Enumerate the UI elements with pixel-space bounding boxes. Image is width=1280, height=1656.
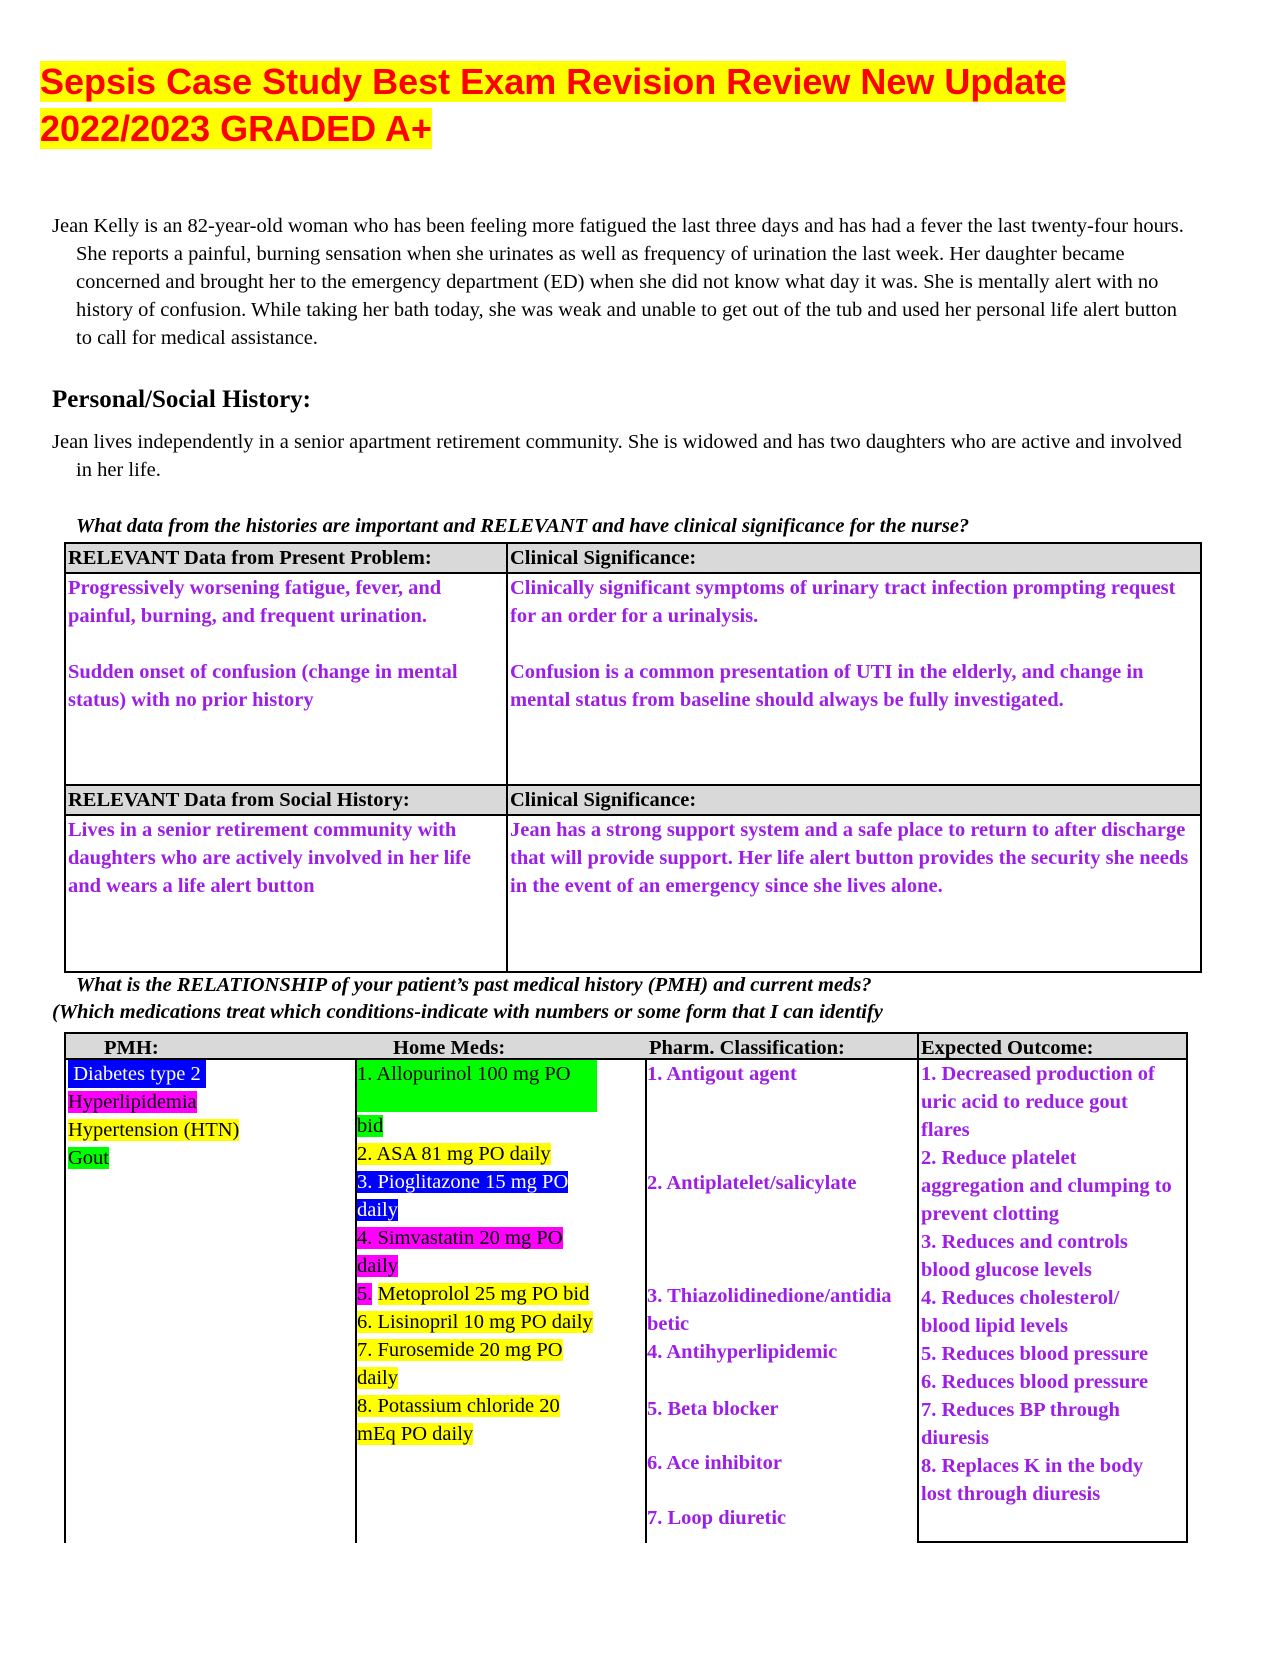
outcome-item: 8. Replaces K in the body lost through diuresis: [921, 1455, 1144, 1505]
pharm-item: 2. Antiplatelet/salicylate: [647, 1172, 857, 1194]
outcome-item: 7. Reduces BP through diuresis: [921, 1399, 1120, 1449]
med-item-text: 1. Allopurinol 100 mg PO: [357, 1063, 571, 1085]
outcome-item: 6. Reduces blood pressure: [921, 1371, 1149, 1393]
pharm-item: 4. Antihyperlipidemic: [647, 1341, 838, 1363]
pmh-item: Diabetes type 2: [68, 1060, 206, 1088]
relevant-data-table: [64, 542, 1202, 973]
intro-paragraph: Jean Kelly is an 82-year-old woman who has been feeling more fatigued the last three days and has had a fever the last twenty-four hours. She reports a painful, burning sensation when she urinates as well as frequency of urination the last week. Her daughter became concerned and brought her to the emergency department (ED) when she did not know what day it was. She is mentally alert with no history of confusion. While taking her bath today, she was weak and unable to get out of the tub and used her personal life alert button to call for medical assistance.: [52, 215, 1184, 349]
meds-header: Home Meds:: [355, 1032, 645, 1060]
med-item: Metoprolol 25 mg PO bid: [377, 1283, 590, 1305]
present-data-item: Sudden onset of confusion (change in mental status) with no prior history: [68, 661, 458, 711]
med-item: 2. ASA 81 mg PO daily: [357, 1143, 551, 1165]
social-history-heading: Personal/Social History:: [52, 386, 311, 413]
significance-item: Clinically significant symptoms of urinary tract infection prompting request for an order for a urinalysis.: [510, 577, 1176, 627]
pmh-list: [66, 1060, 355, 1172]
present-header: RELEVANT Data from Present Problem:: [66, 544, 508, 572]
social-history-paragraph: Jean lives independently in a senior apartment retirement community. She is widowed and has two daughters who are active and involved in her life.: [52, 431, 1182, 481]
question-relationship-note: (Which medications treat which conditions-indicate with numbers or some form that I can identify: [52, 1001, 883, 1023]
present-data-item: Progressively worsening fatigue, fever, and painful, burning, and frequent urination.: [68, 577, 442, 627]
pmh-meds-table: [64, 1032, 1188, 1543]
pmh-header: PMH:: [66, 1032, 355, 1060]
title-line-2: 2022/2023 GRADED A+: [40, 108, 432, 149]
meds-list: [355, 1060, 645, 1448]
present-data-cell: [66, 574, 508, 784]
outcome-item: 2. Reduce platelet aggregation and clumping to prevent clotting: [921, 1147, 1172, 1225]
med-item: 8. Potassium chloride 20 mEq PO daily: [357, 1395, 560, 1445]
title-line-1: Sepsis Case Study Best Exam Revision Review New Update: [40, 61, 1067, 102]
pmh-item: Hypertension (HTN): [68, 1119, 240, 1141]
outcome-item: 4. Reduces cholesterol/ blood lipid levels: [921, 1287, 1120, 1337]
pharm-item: 7. Loop diuretic: [647, 1507, 787, 1529]
social-significance-header: Clinical Significance:: [510, 789, 697, 811]
pharm-item: 5. Beta blocker: [647, 1398, 779, 1420]
social-header-row: [66, 784, 1200, 816]
document-title: [40, 58, 1220, 152]
significance-item: Confusion is a common presentation of UTI in the elderly, and change in mental status from baseline should always be fully investigated.: [510, 661, 1144, 711]
social-significance-cell: Jean has a strong support system and a safe place to return to after discharge that will provide support. Her life alert button provides the security she needs in the event of an emergency since she lives alone.: [510, 819, 1189, 897]
med-item: 3. Pioglitazone 15 mg PO daily: [357, 1171, 569, 1221]
significance-header: Clinical Significance:: [510, 547, 697, 569]
outcome-item: 3. Reduces and controls blood glucose levels: [921, 1231, 1128, 1281]
outcome-item: 5. Reduces blood pressure: [921, 1343, 1149, 1365]
present-body-row: [66, 574, 1200, 784]
meds-column: [355, 1032, 647, 1543]
pharm-item: 3. Thiazolidinedione/antidiabetic: [647, 1285, 892, 1335]
med-item: 7. Furosemide 20 mg PO daily: [357, 1339, 563, 1389]
social-data-cell: Lives in a senior retirement community with daughters who are actively involved in her life and wears a life alert button: [66, 816, 508, 971]
pharm-item: 6. Ace inhibitor: [647, 1452, 782, 1474]
med-item: [357, 1060, 597, 1112]
med-item-number: 5.: [357, 1283, 373, 1305]
pharm-header: Pharm. Classification:: [645, 1032, 919, 1060]
question-relationship: What is the RELATIONSHIP of your patient’s past medical history (PMH) and current meds?: [76, 974, 872, 996]
question-relevant-data: What data from the histories are important and RELEVANT and have clinical significance for the nurse?: [76, 515, 970, 537]
med-item: 4. Simvastatin 20 mg PO daily: [357, 1227, 563, 1277]
social-body-row: [66, 816, 1200, 971]
social-header: RELEVANT Data from Social History:: [66, 786, 508, 814]
outcome-list: [919, 1060, 1175, 1508]
pmh-item: Hyperlipidemia: [68, 1091, 197, 1113]
present-significance-cell: [508, 574, 1200, 784]
present-header-row: [66, 544, 1200, 574]
pharm-column: [645, 1032, 919, 1543]
med-item: 6. Lisinopril 10 mg PO daily: [357, 1311, 593, 1333]
outcome-header: Expected Outcome:: [919, 1032, 1186, 1060]
pharm-item: 1. Antigout agent: [647, 1063, 797, 1085]
outcome-column: [917, 1032, 1188, 1543]
outcome-item: 1. Decreased production of uric acid to reduce gout flares: [921, 1063, 1155, 1141]
pmh-item: Gout: [68, 1147, 109, 1169]
pmh-column: [64, 1032, 357, 1543]
med-item-continued: bid: [357, 1115, 384, 1137]
